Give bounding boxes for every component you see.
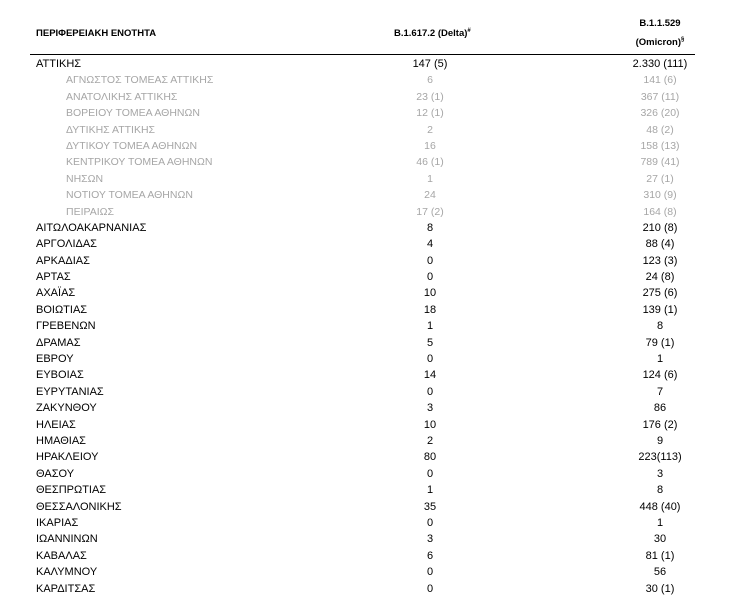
table-row <box>30 236 695 252</box>
delta-cell: 24 <box>424 189 436 202</box>
delta-cell: 6 <box>426 549 434 562</box>
omicron-cell: 448 (40) <box>639 500 681 513</box>
table-row <box>30 269 695 285</box>
header-omicron-line2-wrap <box>620 32 700 51</box>
delta-cell: 35 <box>423 500 437 513</box>
delta-cell: 16 <box>424 139 436 152</box>
table-row <box>30 367 695 383</box>
delta-cell: 0 <box>426 467 434 480</box>
omicron-cell: 789 (41) <box>640 156 680 169</box>
region-cell: ΚΑΒΑΛΑΣ <box>36 549 87 562</box>
table-row <box>30 72 695 88</box>
omicron-cell: 176 (2) <box>642 418 678 431</box>
delta-cell: 46 (1) <box>416 156 444 169</box>
region-cell: ΚΑΡΔΙΤΣΑΣ <box>36 582 96 595</box>
table-row <box>30 531 695 547</box>
region-cell: ΒΟΙΩΤΙΑΣ <box>36 303 88 316</box>
delta-cell: 0 <box>426 353 434 366</box>
table-row <box>30 204 695 220</box>
table-row <box>30 449 695 465</box>
region-cell: ΑΧΑΪΑΣ <box>36 287 76 300</box>
region-cell: ΠΕΙΡΑΙΩΣ <box>66 205 114 218</box>
region-cell: ΑΡΤΑΣ <box>36 271 71 284</box>
omicron-cell: 275 (6) <box>642 287 678 300</box>
table-row <box>30 548 695 564</box>
omicron-cell: 139 (1) <box>642 303 678 316</box>
omicron-cell: 123 (3) <box>642 254 678 267</box>
table-row <box>30 400 695 416</box>
table-row <box>30 122 695 138</box>
table-row <box>30 105 695 121</box>
omicron-cell: 1 <box>656 353 664 366</box>
delta-cell: 0 <box>426 271 434 284</box>
header-omicron <box>620 16 700 51</box>
omicron-cell: 158 (13) <box>640 139 680 152</box>
region-cell: ΙΚΑΡΙΑΣ <box>36 516 79 529</box>
table-row <box>30 138 695 154</box>
omicron-cell: 141 (6) <box>643 74 677 87</box>
region-cell: ΖΑΚΥΝΘΟΥ <box>36 402 97 415</box>
omicron-cell: 3 <box>656 467 664 480</box>
region-cell: ΘΕΣΣΑΛΟΝΙΚΗΣ <box>36 500 122 513</box>
region-cell: ΑΡΚΑΔΙΑΣ <box>36 254 90 267</box>
omicron-cell: 30 (1) <box>645 582 675 595</box>
table-row <box>30 499 695 515</box>
region-cell: ΒΟΡΕΙΟΥ ΤΟΜΕΑ ΑΘΗΝΩΝ <box>66 107 200 120</box>
table-row <box>30 581 695 597</box>
table-row <box>30 285 695 301</box>
header-omicron-line2: (Omicron) <box>635 37 682 49</box>
region-cell: ΑΓΝΩΣΤΟΣ ΤΟΜΕΑΣ ΑΤΤΙΚΗΣ <box>66 74 214 87</box>
delta-cell: 8 <box>426 221 434 234</box>
omicron-cell: 124 (6) <box>642 369 678 382</box>
region-cell: ΗΜΑΘΙΑΣ <box>36 434 86 447</box>
delta-cell: 12 (1) <box>416 107 444 120</box>
table-row <box>30 564 695 580</box>
table-row <box>30 187 695 203</box>
header-region: ΠΕΡΙΦΕΡΕΙΑΚΗ ΕΝΟΤΗΤΑ <box>36 28 157 39</box>
table-row <box>30 56 695 72</box>
region-cell: ΔΥΤΙΚΟΥ ΤΟΜΕΑ ΑΘΗΝΩΝ <box>66 139 198 152</box>
region-cell: ΝΟΤΙΟΥ ΤΟΜΕΑ ΑΘΗΝΩΝ <box>66 189 193 202</box>
table-row <box>30 154 695 170</box>
omicron-cell: 2.330 (111) <box>632 58 688 70</box>
omicron-cell: 7 <box>656 385 664 398</box>
omicron-cell: 56 <box>653 566 667 579</box>
delta-cell: 3 <box>426 533 434 546</box>
variants-table <box>30 10 695 595</box>
region-cell: ΓΡΕΒΕΝΩΝ <box>36 320 96 333</box>
table-body <box>30 56 695 597</box>
omicron-cell: 164 (8) <box>643 205 677 218</box>
delta-cell: 10 <box>423 287 437 300</box>
table-row <box>30 220 695 236</box>
table-row <box>30 302 695 318</box>
omicron-cell: 86 <box>653 402 667 415</box>
region-cell: ΕΒΡΟΥ <box>36 353 74 366</box>
delta-cell: 5 <box>426 336 434 349</box>
delta-cell: 1 <box>427 172 433 185</box>
delta-cell: 14 <box>423 369 437 382</box>
region-cell: ΗΡΑΚΛΕΙΟΥ <box>36 451 99 464</box>
omicron-cell: 24 (8) <box>645 271 675 284</box>
region-cell: ΑΝΑΤΟΛΙΚΗΣ ΑΤΤΙΚΗΣ <box>66 90 178 103</box>
table-row <box>30 335 695 351</box>
delta-cell: 80 <box>423 451 437 464</box>
omicron-cell: 326 (20) <box>640 107 680 120</box>
header-omicron-line1: Β.1.1.529 <box>639 18 681 29</box>
table-row <box>30 351 695 367</box>
omicron-cell: 1 <box>656 516 664 529</box>
region-cell: ΕΥΒΟΙΑΣ <box>36 369 84 382</box>
omicron-cell: 223(113) <box>638 451 682 464</box>
delta-cell: 147 (5) <box>412 58 448 70</box>
delta-cell: 10 <box>423 418 437 431</box>
region-cell: ΘΕΣΠΡΩΤΙΑΣ <box>36 484 107 497</box>
header-delta-mark: # <box>467 28 471 34</box>
table-row <box>30 89 695 105</box>
table-row <box>30 433 695 449</box>
table-row <box>30 482 695 498</box>
region-cell: ΕΥΡΥΤΑΝΙΑΣ <box>36 385 104 398</box>
omicron-cell: 367 (11) <box>640 90 680 103</box>
region-cell: ΗΛΕΙΑΣ <box>36 418 76 431</box>
table-row <box>30 384 695 400</box>
delta-cell: 1 <box>426 320 434 333</box>
delta-cell: 3 <box>426 402 434 415</box>
table-row <box>30 417 695 433</box>
table-row <box>30 253 695 269</box>
header-delta-label: Β.1.617.2 (Delta) <box>394 28 468 40</box>
table-row <box>30 515 695 531</box>
table-row <box>30 318 695 334</box>
region-cell: ΚΑΛΥΜΝΟΥ <box>36 566 98 579</box>
delta-cell: 2 <box>426 434 434 447</box>
omicron-cell: 48 (2) <box>646 123 674 136</box>
region-cell: ΑΡΓΟΛΙΔΑΣ <box>36 238 97 251</box>
table-row <box>30 171 695 187</box>
header-delta <box>394 28 471 39</box>
delta-cell: 18 <box>423 303 437 316</box>
delta-cell: 0 <box>426 254 434 267</box>
omicron-cell: 310 (9) <box>643 189 677 202</box>
delta-cell: 0 <box>426 516 434 529</box>
delta-cell: 23 (1) <box>416 90 444 103</box>
delta-cell: 6 <box>427 74 433 87</box>
omicron-cell: 8 <box>656 320 664 333</box>
omicron-cell: 27 (1) <box>646 172 674 185</box>
delta-cell: 0 <box>426 566 434 579</box>
delta-cell: 17 (2) <box>416 205 444 218</box>
delta-cell: 4 <box>426 238 434 251</box>
region-cell: ΑΤΤΙΚΗΣ <box>36 58 82 70</box>
delta-cell: 0 <box>426 385 434 398</box>
region-cell: ΘΑΣΟΥ <box>36 467 75 480</box>
omicron-cell: 9 <box>656 434 664 447</box>
region-cell: ΔΡΑΜΑΣ <box>36 336 81 349</box>
region-cell: ΝΗΣΩΝ <box>66 172 104 185</box>
region-cell: ΙΩΑΝΝΙΝΩΝ <box>36 533 98 546</box>
table-row <box>30 466 695 482</box>
header-omicron-mark: § <box>681 37 685 43</box>
region-cell: ΚΕΝΤΡΙΚΟΥ ΤΟΜΕΑ ΑΘΗΝΩΝ <box>66 156 213 169</box>
region-cell: ΔΥΤΙΚΗΣ ΑΤΤΙΚΗΣ <box>66 123 156 136</box>
omicron-cell: 81 (1) <box>645 549 675 562</box>
omicron-cell: 88 (4) <box>645 238 675 251</box>
region-cell: ΑΙΤΩΛΟΑΚΑΡΝΑΝΙΑΣ <box>36 221 147 234</box>
delta-cell: 1 <box>426 484 434 497</box>
delta-cell: 0 <box>426 582 434 595</box>
omicron-cell: 30 <box>653 533 667 546</box>
omicron-cell: 210 (8) <box>642 221 678 234</box>
omicron-cell: 79 (1) <box>645 336 675 349</box>
omicron-cell: 8 <box>656 484 664 497</box>
delta-cell: 2 <box>427 123 433 136</box>
table-header <box>30 10 695 55</box>
